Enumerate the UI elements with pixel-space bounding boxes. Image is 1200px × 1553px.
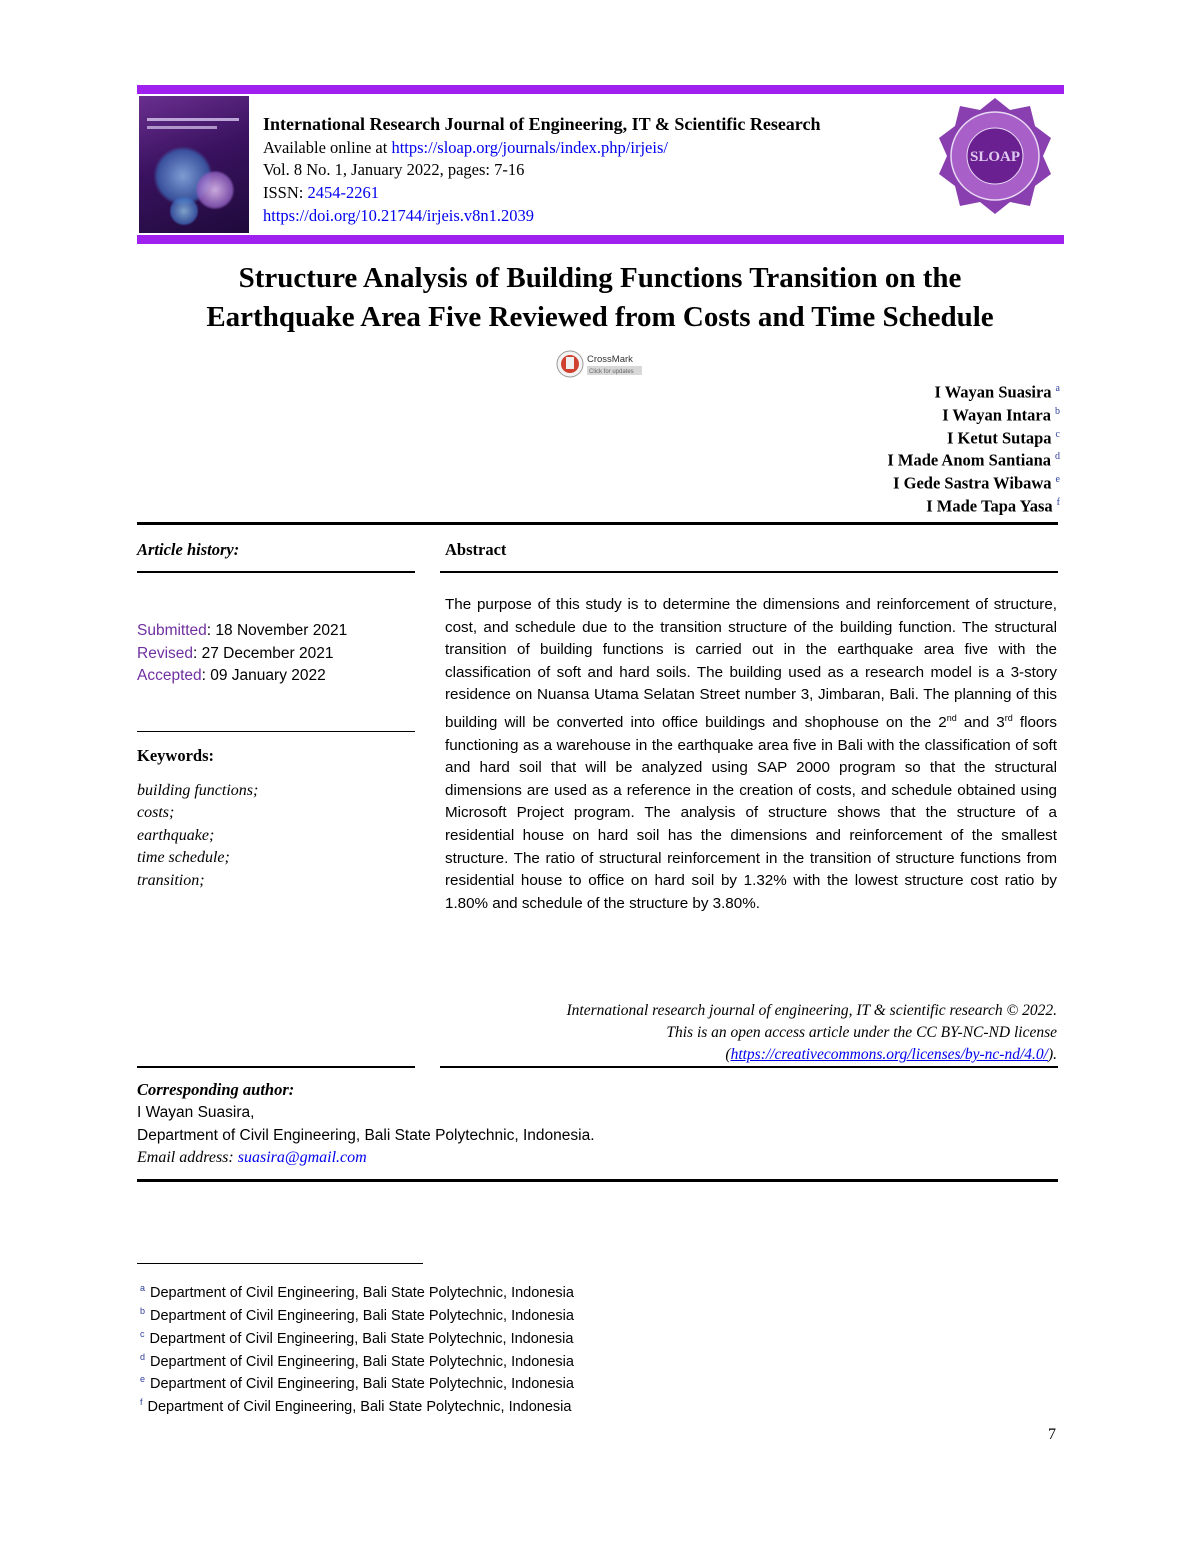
divider-right-bottom: [440, 1066, 1058, 1068]
footnote-item: $^d$ Department of Civil Engineering, Bali State Polytechnic, Indonesia: [140, 1352, 574, 1370]
author-2: I Wayan Intara $^b$: [942, 405, 1060, 425]
journal-cover-image: [139, 96, 249, 233]
author-6: I Made Tapa Yasa $^f$: [926, 496, 1060, 516]
svg-text:CrossMark: CrossMark: [587, 354, 633, 365]
license-line-3: (https://creativecommons.org/licenses/by-nc-nd/4.0/).: [725, 1046, 1057, 1063]
license-url-link[interactable]: https://creativecommons.org/licenses/by-nc-nd/4.0/: [730, 1046, 1048, 1063]
keyword-item: costs;: [137, 804, 175, 821]
available-online: [263, 137, 668, 159]
keywords-heading: Keywords:: [137, 746, 214, 765]
sloap-seal-logo: [935, 96, 1055, 216]
accepted-row: Accepted: 09 January 2022: [137, 667, 326, 685]
author-5: I Gede Sastra Wibawa $^e$: [893, 473, 1060, 493]
header-top-bar: [137, 85, 1064, 94]
footnote-item: $^c$ Department of Civil Engineering, Bali State Polytechnic, Indonesia: [140, 1329, 574, 1347]
license-line-1: International research journal of engineering, IT & scientific research © 2022.: [566, 1002, 1057, 1019]
paper-title-line-2: Earthquake Area Five Reviewed from Costs and Time Schedule: [206, 301, 994, 333]
keyword-item: time schedule;: [137, 849, 230, 866]
journal-url-link[interactable]: https://sloap.org/journals/index.php/irjeis/: [391, 138, 668, 157]
issn-link[interactable]: 2454-2261: [307, 183, 379, 202]
issn: [263, 182, 379, 204]
volume-info: Vol. 8 No. 1, January 2022, pages: 7-16: [263, 160, 525, 179]
keyword-item: earthquake;: [137, 827, 215, 844]
doi-link[interactable]: https://doi.org/10.21744/irjeis.v8n1.2039: [263, 206, 535, 225]
corresponding-author-heading: Corresponding author:: [137, 1080, 295, 1099]
revised-row: Revised: 27 December 2021: [137, 644, 334, 662]
paper-title-line-1: Structure Analysis of Building Functions Transition on the: [238, 262, 962, 294]
keyword-item: transition;: [137, 872, 205, 889]
article-history-heading: Article history:: [137, 540, 240, 559]
corresponding-name: I Wayan Suasira,: [137, 1104, 255, 1121]
abstract-body: The purpose of this study is to determine the dimensions and reinforcement of structure, cost, and schedule due to the transition structure of the building function. The structural transition of building functions is carried out in the earthquake area five with the classification of soft and hard soils. The building used as a research model is a 3-story residence on Nuansa Utama Selatan Street number 3, Jimbaran, Bali. The planning of this building will be converted into office buildings and shophouse on the 2nd and 3rd floors functioning as a warehouse in the earthquake area five in Bali with the classification of soft and hard soil that will be analyzed using SAP 2000 program so that the structural dimensions are used as a reference in the creation of costs, and schedule obtained using Microsoft Project program. The analysis of structure shows that the structure of a residential house on hard soil has the dimensions and reinforcement of the smallest structure. The ratio of structural reinforcement in the transition of structure functions from residential house to office on hard soil by 1.32% with the lowest structure cost ratio by 1.80% and schedule of the structure by 3.80%.: [445, 596, 1057, 912]
issn-label: ISSN:: [263, 183, 308, 202]
footnote-separator: [137, 1263, 423, 1264]
corresponding-email: Email address: suasira@gmail.com: [137, 1149, 367, 1166]
svg-text:SLOAP: SLOAP: [969, 149, 1021, 165]
divider-history: [137, 571, 415, 573]
author-1: I Wayan Suasira $^a$: [934, 382, 1060, 402]
page-number: 7: [1048, 1426, 1056, 1443]
footnote-item: $^e$ Department of Civil Engineering, Bali State Polytechnic, Indonesia: [140, 1374, 574, 1392]
author-3: I Ketut Sutapa $^c$: [947, 428, 1060, 448]
divider-top: [137, 522, 1058, 525]
footnote-item: $^f$ Department of Civil Engineering, Bali State Polytechnic, Indonesia: [140, 1397, 572, 1415]
footnote-item: $^a$ Department of Civil Engineering, Bali State Polytechnic, Indonesia: [140, 1283, 574, 1301]
email-link[interactable]: suasira@gmail.com: [237, 1149, 367, 1166]
license-line-2: This is an open access article under the CC BY-NC-ND license: [666, 1024, 1057, 1041]
article-history-dates: [137, 620, 347, 688]
divider-left-bottom: [137, 1066, 415, 1068]
crossmark-badge[interactable]: [556, 347, 646, 381]
journal-title: International Research Journal of Engineering, IT & Scientific Research: [263, 114, 821, 134]
corresponding-affiliation: Department of Civil Engineering, Bali State Polytechnic, Indonesia.: [137, 1127, 595, 1144]
divider-corresponding: [137, 1179, 1058, 1182]
divider-keywords: [137, 731, 415, 732]
abstract-heading: Abstract: [445, 540, 507, 559]
available-prefix: Available online at: [263, 138, 392, 157]
header-bottom-bar: [137, 235, 1064, 244]
divider-abstract: [440, 571, 1058, 573]
svg-text:Click for updates: Click for updates: [589, 369, 634, 375]
author-4: I Made Anom Santiana $^d$: [887, 450, 1060, 470]
footnote-item: $^b$ Department of Civil Engineering, Bali State Polytechnic, Indonesia: [140, 1306, 574, 1324]
submitted-row: Submitted: 18 November 2021: [137, 622, 348, 639]
keyword-item: building functions;: [137, 782, 259, 799]
